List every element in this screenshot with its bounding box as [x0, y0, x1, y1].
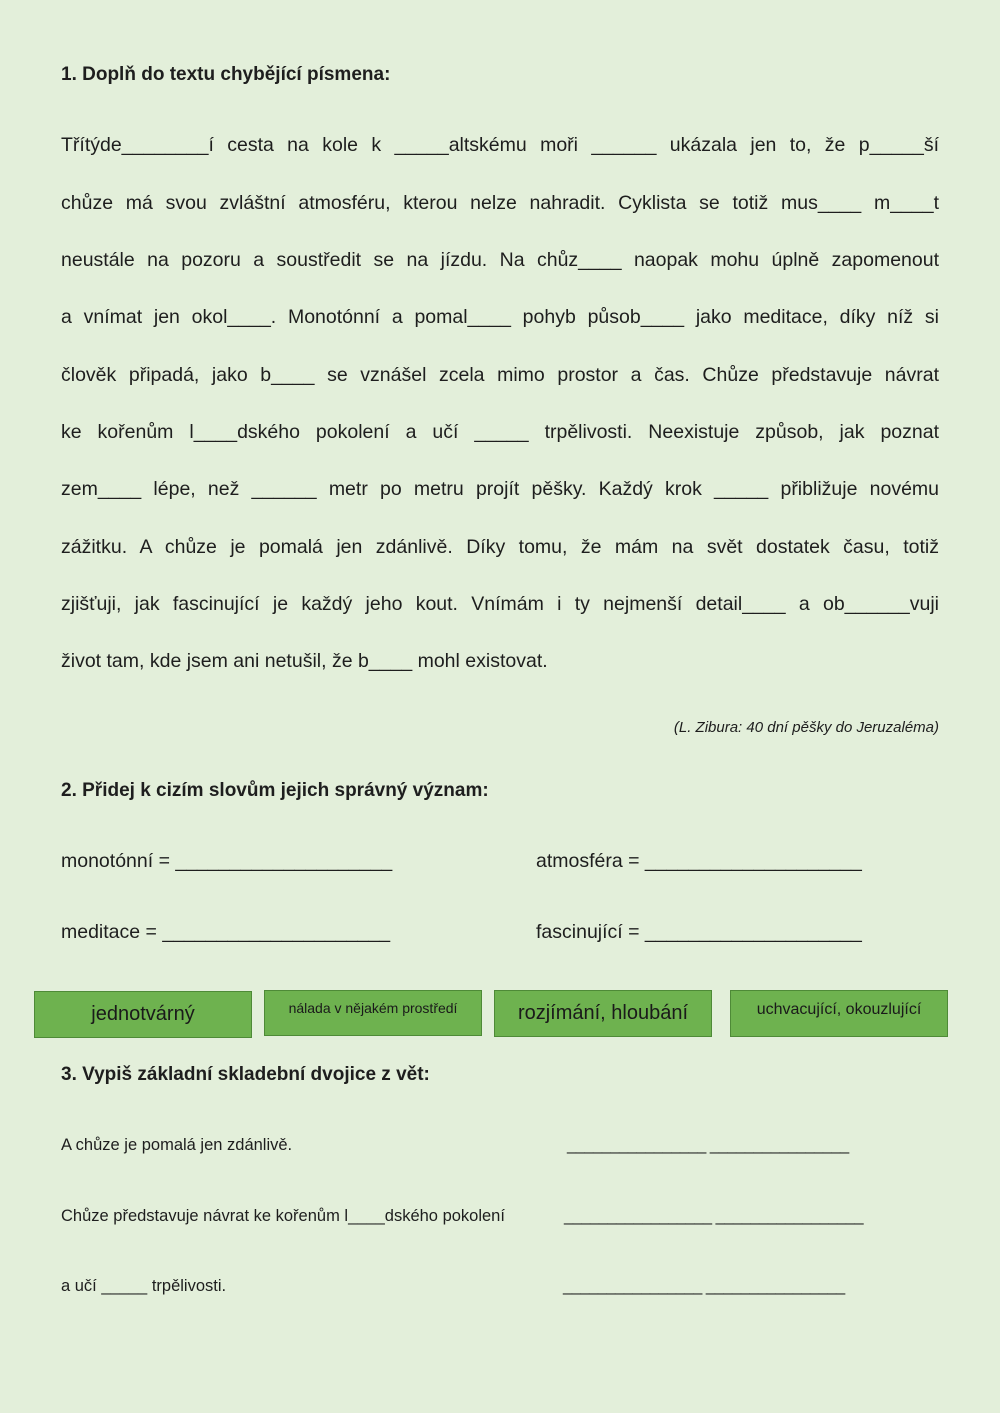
- text-line: zážitku. A chůze je pomalá jen zdánlivě. Díky tomu, že mám na svět dostatek času, totiž: [61, 536, 939, 558]
- answer-blank-2[interactable]: _________________ _________________: [564, 1207, 864, 1225]
- task1-heading: 1. Doplň do textu chybějící písmena:: [61, 64, 391, 85]
- answer-blank-3[interactable]: ________________ ________________: [563, 1277, 845, 1295]
- text-line: život tam, kde jsem ani netušil, že b____ mohl existovat.: [61, 650, 548, 672]
- answer-chip-nalada[interactable]: nálada v nějakém prostředí: [264, 990, 482, 1036]
- text-line: chůze má svou zvláštní atmosféru, kterou nelze nahradit. Cyklista se totiž mus____ m____t: [61, 192, 939, 214]
- text-line: ke kořenům l____dského pokolení a učí _____ trpělivosti. Neexistuje způsob, jak poznat: [61, 421, 939, 443]
- text-line: neustále na pozoru a soustředit se na jízdu. Na chůz____ naopak mohu úplně zapomenout: [61, 249, 939, 271]
- answer-blank-1[interactable]: ________________ ________________: [567, 1136, 849, 1154]
- vocab-monotonni[interactable]: monotónní = ____________________: [61, 850, 393, 872]
- answer-chip-rozjimani[interactable]: rozjímání, hloubání: [494, 990, 712, 1037]
- answer-chip-jednotvarny[interactable]: jednotvárný: [34, 991, 252, 1038]
- sentence-2: Chůze představuje návrat ke kořenům l____dského pokolení: [61, 1207, 505, 1225]
- vocab-fascinujici[interactable]: fascinující = ____________________: [536, 921, 862, 943]
- text-line: Třítýde________í cesta na kole k _____altskému moři ______ ukázala jen to, že p_____ší: [61, 134, 939, 156]
- text-line: člověk připadá, jako b____ se vznášel zcela mimo prostor a čas. Chůze představuje návrat: [61, 364, 939, 386]
- task2-heading: 2. Přidej k cizím slovům jejich správný význam:: [61, 780, 489, 801]
- task3-heading: 3. Vypiš základní skladební dvojice z vět:: [61, 1064, 430, 1085]
- text-line: a vnímat jen okol____. Monotónní a pomal____ pohyb působ____ jako meditace, díky níž si: [61, 306, 939, 328]
- answer-chip-uchvacujici[interactable]: uchvacující, okouzlující: [730, 990, 948, 1037]
- vocab-atmosfera[interactable]: atmosféra = ____________________: [536, 850, 862, 872]
- text-line: zem____ lépe, než ______ metr po metru projít pěšky. Každý krok _____ přibližuje novému: [61, 478, 939, 500]
- sentence-3: a učí _____ trpělivosti.: [61, 1277, 227, 1295]
- vocab-meditace[interactable]: meditace = _____________________: [61, 921, 391, 943]
- sentence-1: A chůze je pomalá jen zdánlivě.: [61, 1136, 293, 1154]
- text-line: zjišťuji, jak fascinující je každý jeho kout. Vnímám i ty nejmenší detail____ a ob______vuji: [61, 593, 939, 615]
- source-citation: (L. Zibura: 40 dní pěšky do Jeruzaléma): [673, 719, 939, 736]
